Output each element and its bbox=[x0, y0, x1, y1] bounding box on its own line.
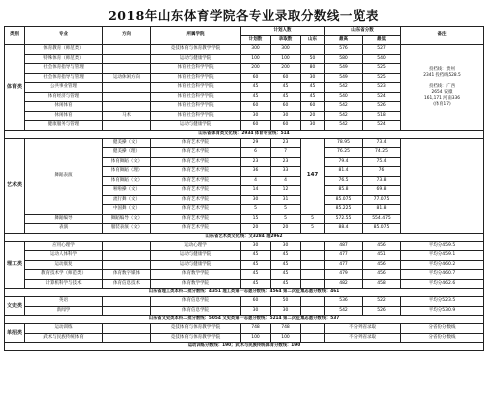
cell-direction bbox=[103, 324, 151, 334]
cell-shandong bbox=[301, 333, 325, 343]
cell-max: 549 bbox=[325, 64, 363, 74]
cell-major: 休闲体育 bbox=[25, 111, 103, 121]
cell-shandong: 60 bbox=[301, 102, 325, 112]
cell-min: 518 bbox=[363, 111, 401, 121]
cell-min: 458 bbox=[363, 279, 401, 289]
header-college: 所属学院 bbox=[151, 27, 241, 45]
cell-direction bbox=[103, 102, 151, 112]
cell-note: 平均分530.9 bbox=[401, 306, 484, 316]
cell-min: 456 bbox=[363, 260, 401, 270]
category-sports: 体育类 bbox=[5, 45, 25, 131]
cell-shandong: 45 bbox=[301, 92, 325, 102]
header-max: 最高 bbox=[325, 36, 363, 45]
cell-major-dance: 舞蹈表演 bbox=[25, 138, 103, 214]
cell-max: 477 bbox=[325, 260, 363, 270]
cell-plan: 60 bbox=[241, 102, 271, 112]
cell-note: 分省份分数线 bbox=[401, 333, 484, 343]
cell-plan: 30 bbox=[241, 111, 271, 121]
cell-admitted: 45 bbox=[271, 279, 301, 289]
cell-major: 英语 bbox=[25, 297, 103, 307]
cell-max: 76.25 bbox=[325, 148, 363, 158]
cell-admitted: 30 bbox=[271, 111, 301, 121]
cell-admitted: 45 bbox=[271, 251, 301, 261]
cell-note: 平均分523.5 bbox=[401, 297, 484, 307]
cell-admitted: 30 bbox=[271, 241, 301, 251]
cell-major: 新闻学 bbox=[25, 306, 103, 316]
cell-plan: 100 bbox=[241, 54, 271, 64]
header-category: 类别 bbox=[5, 27, 25, 45]
summary-liberal: 山东省文史类本科二批分数线：5054 文史类第一志愿分数线：5214 第二次征集志愿分数线：537 bbox=[5, 316, 484, 324]
cell-direction: 马术 bbox=[103, 111, 151, 121]
cell-college: 运动与健康学院 bbox=[151, 260, 241, 270]
cell-admitted: 31 bbox=[271, 195, 301, 205]
table-row bbox=[5, 306, 484, 316]
cell-direction bbox=[103, 306, 151, 316]
cell-major: 特殊体育（师范类） bbox=[25, 54, 103, 64]
cell-max: 81.4 bbox=[325, 167, 363, 177]
cell-plan: 300 bbox=[241, 45, 271, 55]
cell-admitted: 45 bbox=[271, 270, 301, 280]
cell-max: 542 bbox=[325, 121, 363, 131]
cell-direction bbox=[103, 260, 151, 270]
cell-direction: 健美操（理） bbox=[103, 148, 151, 158]
cell-plan: 748 bbox=[241, 324, 271, 334]
cell-plan: 15 bbox=[241, 214, 271, 224]
cell-college: 体育艺术学院 bbox=[151, 138, 241, 148]
cell-min: 85.075 bbox=[363, 224, 401, 234]
cell-admitted: 12 bbox=[271, 186, 301, 196]
cell-direction: 中国舞（文） bbox=[103, 205, 151, 215]
cell-major: 运动人体科学 bbox=[25, 251, 103, 261]
cell-max: 542 bbox=[325, 83, 363, 93]
summary-row-sports bbox=[5, 130, 484, 138]
summary-arts: 山东省艺术类文化线：文3284 理2962 bbox=[5, 233, 484, 241]
cell-direction bbox=[103, 64, 151, 74]
cell-college: 体育艺术学院 bbox=[151, 214, 241, 224]
cell-plan: 29 bbox=[241, 138, 271, 148]
cell-college: 体育社会科学学院 bbox=[151, 111, 241, 121]
cell-shandong bbox=[301, 45, 325, 55]
cell-max: 85.075 bbox=[325, 195, 363, 205]
cell-min: 526 bbox=[363, 306, 401, 316]
cell-admitted: 23 bbox=[271, 157, 301, 167]
cell-direction: 啦啦操（文） bbox=[103, 186, 151, 196]
cell-note: 平均分460.2 bbox=[401, 260, 484, 270]
cell-college: 体育数学学院 bbox=[151, 270, 241, 280]
cell-max: 542 bbox=[325, 111, 363, 121]
cell-min: 523 bbox=[363, 83, 401, 93]
cell-max: 477 bbox=[325, 251, 363, 261]
cell-min: 451 bbox=[363, 251, 401, 261]
header-row-1 bbox=[5, 27, 484, 36]
cell-shandong bbox=[301, 260, 325, 270]
cell-plan: 5 bbox=[241, 205, 271, 215]
cell-plan: 45 bbox=[241, 279, 271, 289]
cell-admitted: 100 bbox=[271, 54, 301, 64]
cell-direction: 健美操（文） bbox=[103, 138, 151, 148]
cell-direction: 体育信息技术 bbox=[103, 279, 151, 289]
cell-max: 540 bbox=[325, 92, 363, 102]
category-science: 理工类 bbox=[5, 241, 25, 289]
cell-college: 体育社会科学学院 bbox=[151, 64, 241, 74]
cell-min: 522 bbox=[363, 297, 401, 307]
note-line: 161,171 河南336 bbox=[424, 95, 460, 101]
cell-college: 体育艺术学院 bbox=[151, 195, 241, 205]
cell-college: 体育艺术学院 bbox=[151, 224, 241, 234]
cell-college: 运动与健康学院 bbox=[151, 251, 241, 261]
cell-max: 487 bbox=[325, 241, 363, 251]
header-shandong: 山东 bbox=[301, 36, 325, 45]
summary-sports: 山东省体育类文化线：2934 体育专业线：514 bbox=[5, 130, 484, 138]
cell-shandong bbox=[301, 279, 325, 289]
cell-min: 81.8 bbox=[363, 205, 401, 215]
cell-plan: 100 bbox=[241, 333, 271, 343]
cell-max: 549 bbox=[325, 73, 363, 83]
header-plan-group: 计划人数 bbox=[241, 27, 325, 36]
cell-admitted: 300 bbox=[271, 45, 301, 55]
summary-science: 山东省理工类本科二批分数线：4351 理工类第一志愿分数线：4564 第二次征集志愿分数线：461 bbox=[5, 289, 484, 297]
cell-min: 73.4 bbox=[363, 138, 401, 148]
cell-plan: 45 bbox=[241, 251, 271, 261]
cell-admitted: 50 bbox=[271, 297, 301, 307]
cell-note-arts bbox=[401, 138, 484, 233]
cell-major: 运动康复 bbox=[25, 260, 103, 270]
cell-max: 580 bbox=[325, 54, 363, 64]
cell-direction bbox=[103, 92, 151, 102]
cell-shandong: 20 bbox=[301, 111, 325, 121]
cell-plan: 45 bbox=[241, 83, 271, 93]
cell-college: 体育社会科学学院 bbox=[151, 102, 241, 112]
cell-admitted: 100 bbox=[271, 333, 301, 343]
cell-admitted: 23 bbox=[271, 138, 301, 148]
cell-shandong: 80 bbox=[301, 64, 325, 74]
cell-direction bbox=[103, 45, 151, 55]
note-line: 2654 安徽 bbox=[431, 90, 453, 96]
cell-shandong: 50 bbox=[301, 54, 325, 64]
cell-direction: 运动休闲方向 bbox=[103, 73, 151, 83]
cell-max: 479 bbox=[325, 270, 363, 280]
summary-row-science bbox=[5, 289, 484, 297]
cell-direction: 体育舞蹈（理） bbox=[103, 167, 151, 177]
cell-college: 竞技体育与体育教学学院 bbox=[151, 45, 241, 55]
table-row bbox=[5, 297, 484, 307]
cell-major: 社会体育指导与管理 bbox=[25, 64, 103, 74]
cell-max: 76.5 bbox=[325, 176, 363, 186]
cell-direction bbox=[103, 241, 151, 251]
cell-max: 79.4 bbox=[325, 157, 363, 167]
cell-direction bbox=[103, 54, 151, 64]
cell-min: 456 bbox=[363, 241, 401, 251]
cell-college: 体育艺术学院 bbox=[151, 167, 241, 177]
cell-min: 76 bbox=[363, 167, 401, 177]
cell-note: 平均分462.6 bbox=[401, 279, 484, 289]
cell-plan: 20 bbox=[241, 224, 271, 234]
cell-min: 74.25 bbox=[363, 148, 401, 158]
cell-college: 体育艺术学院 bbox=[151, 186, 241, 196]
cell-direction bbox=[103, 83, 151, 93]
cell-major: 体育教育（师范类） bbox=[25, 45, 103, 55]
header-major: 专业 bbox=[25, 27, 103, 45]
cell-direction bbox=[103, 333, 151, 343]
header-min: 最低 bbox=[363, 36, 401, 45]
cell-plan: 60 bbox=[241, 73, 271, 83]
cell-max: 482 bbox=[325, 279, 363, 289]
cell-college: 运动与健康学院 bbox=[151, 121, 241, 131]
note-line: 投档线：广西 bbox=[429, 84, 455, 90]
cell-note: 平均分459.5 bbox=[401, 241, 484, 251]
cell-min: 527 bbox=[363, 45, 401, 55]
cell-admitted: 748 bbox=[271, 324, 301, 334]
cell-plan: 36 bbox=[241, 167, 271, 177]
cell-max: 88.4 bbox=[325, 224, 363, 234]
cell-direction: 舞蹈编导（文） bbox=[103, 214, 151, 224]
cell-college: 竞技体育与体育教学学院 bbox=[151, 333, 241, 343]
table-row bbox=[5, 270, 484, 280]
cell-admitted: 60 bbox=[271, 102, 301, 112]
cell-plan: 60 bbox=[241, 121, 271, 131]
cell-admitted: 5 bbox=[271, 205, 301, 215]
cell-min: 554.475 bbox=[363, 214, 401, 224]
cell-admitted: 45 bbox=[271, 92, 301, 102]
cell-college: 体育社会科学学院 bbox=[151, 83, 241, 93]
cell-admitted: 30 bbox=[271, 306, 301, 316]
cell-major: 运动训练 bbox=[25, 324, 103, 334]
cell-direction bbox=[103, 121, 151, 131]
cell-note: 平均分459.1 bbox=[401, 251, 484, 261]
summary-row-liberal bbox=[5, 316, 484, 324]
cell-plan: 45 bbox=[241, 92, 271, 102]
cell-plan: 30 bbox=[241, 195, 271, 205]
cell-college: 体育信息学院 bbox=[151, 306, 241, 316]
cell-shandong bbox=[301, 297, 325, 307]
cell-admitted: 60 bbox=[271, 121, 301, 131]
cell-shandong bbox=[301, 270, 325, 280]
cell-min: 456 bbox=[363, 270, 401, 280]
cell-min: 75.4 bbox=[363, 157, 401, 167]
cell-major: 应用心理学 bbox=[25, 241, 103, 251]
cell-score-unified: 不分列省录取 bbox=[325, 333, 401, 343]
cell-note-sports bbox=[401, 45, 484, 131]
cell-admitted: 33 bbox=[271, 167, 301, 177]
cell-admitted: 45 bbox=[271, 83, 301, 93]
cell-college: 体育数学学院 bbox=[151, 279, 241, 289]
cell-note: 平均分460.7 bbox=[401, 270, 484, 280]
cell-shandong: 45 bbox=[301, 83, 325, 93]
cell-min: 69.8 bbox=[363, 186, 401, 196]
cell-min: 524 bbox=[363, 92, 401, 102]
table-row bbox=[5, 279, 484, 289]
category-single: 单招类 bbox=[5, 324, 25, 343]
cell-max: 536 bbox=[325, 297, 363, 307]
cell-college: 体育社会科学学院 bbox=[151, 92, 241, 102]
cell-plan: 30 bbox=[241, 306, 271, 316]
cell-major: 教育技术学（师范类） bbox=[25, 270, 103, 280]
cell-min: 526 bbox=[363, 102, 401, 112]
cell-min: 73.8 bbox=[363, 176, 401, 186]
cell-admitted: 60 bbox=[271, 73, 301, 83]
cell-major: 休闲体育 bbox=[25, 102, 103, 112]
cell-plan: 200 bbox=[241, 64, 271, 74]
cell-min: 540 bbox=[363, 54, 401, 64]
cell-min: 525 bbox=[363, 73, 401, 83]
cell-plan: 4 bbox=[241, 176, 271, 186]
cell-direction: 体育舞蹈（文） bbox=[103, 176, 151, 186]
cell-major: 计算机科学与技术 bbox=[25, 279, 103, 289]
cell-admitted: 4 bbox=[271, 176, 301, 186]
cell-major: 舞蹈编导 bbox=[25, 214, 103, 224]
admission-score-table bbox=[4, 26, 484, 351]
cell-college: 体育社会科学学院 bbox=[151, 73, 241, 83]
cell-college: 体育艺术学院 bbox=[151, 205, 241, 215]
header-admitted: 录取数 bbox=[271, 36, 301, 45]
cell-min: 524 bbox=[363, 121, 401, 131]
cell-major: 体育经济与管理 bbox=[25, 92, 103, 102]
table-row bbox=[5, 251, 484, 261]
cell-college: 体育信息学院 bbox=[151, 297, 241, 307]
header-plan: 计划数 bbox=[241, 36, 271, 45]
category-liberal: 文史类 bbox=[5, 297, 25, 316]
header-shandong-score: 山东省分数 bbox=[325, 27, 401, 36]
table-row bbox=[5, 333, 484, 343]
note-line: (体育17) bbox=[433, 101, 451, 107]
cell-college: 体育艺术学院 bbox=[151, 148, 241, 158]
cell-shandong bbox=[301, 241, 325, 251]
cell-max: 576 bbox=[325, 45, 363, 55]
cell-note: 分省份分数线 bbox=[401, 324, 484, 334]
cell-min: 77.075 bbox=[363, 195, 401, 205]
cell-plan: 6 bbox=[241, 148, 271, 158]
note-line: 投档线：贵州 bbox=[429, 66, 455, 72]
cell-college: 体育艺术学院 bbox=[151, 157, 241, 167]
table-row bbox=[5, 324, 484, 334]
page-title: 2018年山东体育学院各专业录取分数线一览表 bbox=[108, 8, 379, 23]
cell-max: 78.95 bbox=[325, 138, 363, 148]
category-arts: 艺术类 bbox=[5, 138, 25, 233]
cell-shandong bbox=[301, 251, 325, 261]
cell-shandong: 5 bbox=[301, 224, 325, 234]
cell-major: 公共事业管理 bbox=[25, 83, 103, 93]
cell-major: 武术与民族传统体育 bbox=[25, 333, 103, 343]
summary-row-arts bbox=[5, 233, 484, 241]
cell-direction: 体育数字媒体 bbox=[103, 270, 151, 280]
cell-plan: 60 bbox=[241, 297, 271, 307]
cell-plan: 45 bbox=[241, 270, 271, 280]
cell-college: 竞技体育与体育教学学院 bbox=[151, 324, 241, 334]
cell-min: 525 bbox=[363, 64, 401, 74]
cell-admitted: 7 bbox=[271, 148, 301, 158]
cell-plan-total: 147 bbox=[301, 138, 325, 214]
cell-direction: 体育舞蹈（文） bbox=[103, 157, 151, 167]
cell-admitted: 5 bbox=[271, 214, 301, 224]
cell-major: 健康服务与管理 bbox=[25, 121, 103, 131]
cell-max: 542 bbox=[325, 306, 363, 316]
cell-admitted: 20 bbox=[271, 224, 301, 234]
cell-max: 542 bbox=[325, 102, 363, 112]
cell-shandong bbox=[301, 306, 325, 316]
cell-max: 85.225 bbox=[325, 205, 363, 215]
header-direction: 方向 bbox=[103, 27, 151, 45]
header-note: 备注 bbox=[401, 27, 484, 45]
cell-direction: 流行舞（文） bbox=[103, 195, 151, 205]
cell-shandong bbox=[301, 324, 325, 334]
cell-college: 运动心理学 bbox=[151, 241, 241, 251]
cell-plan: 45 bbox=[241, 260, 271, 270]
note-line: 2341 投档线528.5 bbox=[423, 72, 461, 78]
cell-direction: 服装表演（文） bbox=[103, 224, 151, 234]
cell-plan: 30 bbox=[241, 241, 271, 251]
cell-college: 体育艺术学院 bbox=[151, 176, 241, 186]
cell-max: 572.55 bbox=[325, 214, 363, 224]
cell-shandong: 5 bbox=[301, 214, 325, 224]
cell-admitted: 45 bbox=[271, 260, 301, 270]
cell-plan: 14 bbox=[241, 186, 271, 196]
cell-admitted: 200 bbox=[271, 64, 301, 74]
cell-direction bbox=[103, 297, 151, 307]
table-row bbox=[5, 260, 484, 270]
table-row bbox=[5, 241, 484, 251]
cell-college: 运动与健康学院 bbox=[151, 54, 241, 64]
cell-max: 85.8 bbox=[325, 186, 363, 196]
cell-shandong: 30 bbox=[301, 121, 325, 131]
cell-plan: 23 bbox=[241, 157, 271, 167]
cell-major: 表演 bbox=[25, 224, 103, 234]
cell-direction bbox=[103, 251, 151, 261]
table-row bbox=[5, 138, 484, 148]
summary-row-single bbox=[5, 343, 484, 351]
cell-major: 社会体育指导与管理 bbox=[25, 73, 103, 83]
table-row bbox=[5, 45, 484, 55]
summary-single: 运动训练分数线：190；武术与民族传统体育分数线：190 bbox=[5, 343, 484, 351]
cell-shandong: 30 bbox=[301, 73, 325, 83]
cell-score-unified: 不分列省录取 bbox=[325, 324, 401, 334]
